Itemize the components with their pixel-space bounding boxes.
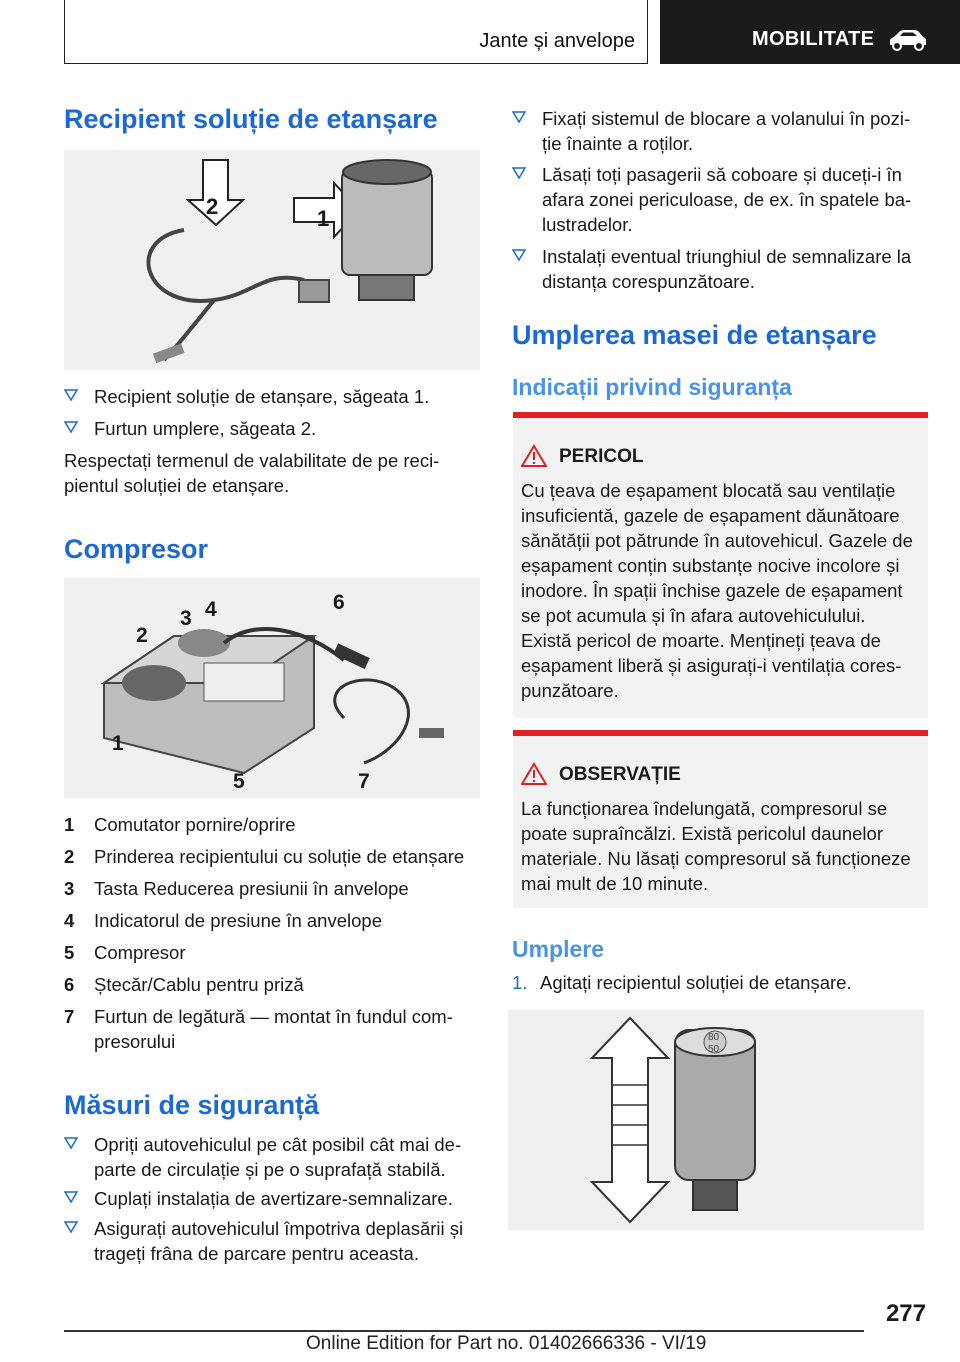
warning-title: OBSERVAȚIE: [559, 764, 681, 785]
title-filling-sealant: Umplerea masei de etanșare: [512, 320, 877, 350]
warning-body: [521, 796, 921, 896]
warning-line: inodore. În spații închise gazele de eșapament: [521, 580, 903, 601]
warning-line: se pot acumula și în afara autovehiculului.: [521, 605, 866, 626]
shake-container-illustration: [508, 1010, 924, 1230]
page-number: 277: [885, 1300, 926, 1327]
figure-sealant-container: [64, 150, 480, 370]
title-safety-notes: Indicații privind siguranța: [512, 374, 792, 400]
bullet-item: [64, 416, 484, 441]
header-section-title: Jante și anvelope: [479, 30, 635, 52]
title-safety-measures: Măsuri de siguranță: [64, 1090, 320, 1120]
step-text: Agitați recipientul soluției de etanșare.: [540, 972, 852, 993]
car-icon: [886, 28, 930, 54]
list-item-text: presorului: [94, 1031, 176, 1052]
bullet-text: Furtun umplere, săgeata 2.: [94, 418, 317, 439]
bullet-item: [64, 384, 484, 409]
fig2-label-3: 3: [180, 607, 192, 630]
fig2-label-2: 2: [136, 624, 148, 647]
bullet-text: lustradelor.: [542, 214, 633, 235]
fig1-label-1: 1: [317, 206, 330, 231]
warning-box-notice: [513, 730, 928, 908]
fig2-label-6: 6: [333, 591, 345, 614]
footer-divider: [64, 1330, 864, 1332]
bullet-item: [64, 1216, 484, 1266]
warning-triangle-icon: [521, 762, 547, 786]
list-item: [64, 972, 484, 997]
fig3-label-80: 80: [708, 1032, 720, 1043]
bullet-text: ție înainte a roților.: [542, 133, 694, 154]
title-compressor: Compresor: [64, 534, 209, 564]
title-sealant-container: Recipient soluție de etanșare: [64, 104, 438, 134]
list-item-text: Tasta Reducerea presiunii în anvelope: [94, 878, 409, 899]
bullet-triangle-icon: [64, 388, 78, 402]
warning-line: materiale. Nu lăsați compresorul să funcționeze: [521, 848, 911, 869]
figure-compressor: [64, 578, 480, 798]
bullet-triangle-icon: [512, 166, 526, 180]
bullet-text: Lăsați toți pasagerii să coboare și duceți-i în: [542, 164, 902, 185]
list-item-text: Furtun de legătură — montat în fundul com‐: [94, 1006, 453, 1027]
bullet-item: [64, 1132, 484, 1182]
warning-title: PERICOL: [559, 446, 644, 467]
warning-body: [521, 478, 921, 703]
bullet-text: Fixați sistemul de blocare a volanului în pozi‐: [542, 108, 911, 129]
step-number: 1.: [512, 972, 528, 993]
fig2-label-5: 5: [233, 770, 245, 793]
list-item-number: 6: [64, 974, 75, 995]
bullet-triangle-icon: [512, 110, 526, 124]
list-item: [64, 812, 484, 837]
warning-line: Există pericol de moarte. Mențineți țeava de: [521, 630, 881, 651]
list-item-text: Ștecăr/Cablu pentru priză: [94, 974, 304, 995]
bullet-text: parte de circulație și pe o suprafață stabilă.: [94, 1159, 446, 1180]
bullet-text: Opriți autovehiculul pe cât posibil cât mai de‐: [94, 1134, 462, 1155]
list-item: [64, 844, 484, 869]
bullet-triangle-icon: [64, 420, 78, 434]
header-tab-label: MOBILITATE: [752, 28, 875, 50]
warning-line: insuficientă, gazele de eșapament dăunătoare: [521, 505, 900, 526]
fig2-label-4: 4: [205, 598, 217, 621]
list-item-number: 2: [64, 846, 75, 867]
bullet-triangle-icon: [64, 1190, 78, 1204]
warning-line: punzătoare.: [521, 680, 619, 701]
bullet-triangle-icon: [64, 1136, 78, 1150]
paragraph-line: Respectați termenul de valabilitate de pe reci‐: [64, 450, 440, 471]
bullet-item: [64, 1186, 484, 1211]
warning-line: poate supraîncălzi. Există pericolul daunelor: [521, 823, 883, 844]
list-item: [64, 940, 484, 965]
bullet-text: Asigurați autovehiculul împotriva deplasării și: [94, 1218, 464, 1239]
figure-shake-container: [508, 1010, 924, 1230]
list-item: [64, 876, 484, 901]
bullet-item: [512, 244, 932, 294]
footer-edition: Online Edition for Part no. 01402666336 - VI/19: [306, 1333, 707, 1354]
list-item: [64, 1004, 484, 1054]
list-item-number: 3: [64, 878, 75, 899]
compressor-illustration: [64, 578, 480, 798]
fig1-label-2: 2: [206, 194, 219, 219]
warning-line: sănătății pot pătrunde în autovehicul. Gazele de: [521, 530, 913, 551]
warning-line: mai mult de 10 minute.: [521, 873, 709, 894]
header-tab: [660, 0, 960, 64]
fig2-label-7: 7: [358, 770, 370, 793]
warning-line: eșapament conțin substanțe nocive incolore și: [521, 555, 900, 576]
warning-line: eșapament liberă și asigurați-i ventilația cores‐: [521, 655, 902, 676]
bullet-text: trageți frâna de parcare pentru aceasta.: [94, 1243, 419, 1264]
bullet-text: Recipient soluție de etanșare, săgeata 1.: [94, 386, 430, 407]
list-item: [64, 908, 484, 933]
fig2-label-1: 1: [112, 732, 124, 755]
bullet-text: Cuplați instalația de avertizare-semnalizare.: [94, 1188, 453, 1209]
sealant-container-illustration: [64, 150, 480, 370]
bullet-item: [512, 106, 932, 156]
list-item-number: 1: [64, 814, 75, 835]
bullet-text: afara zonei periculoase, de ex. în spatele ba‐: [542, 189, 912, 210]
list-item-number: 5: [64, 942, 75, 963]
warning-line: La funcționarea îndelungată, compresorul se: [521, 798, 888, 819]
list-item-number: 7: [64, 1006, 75, 1027]
paragraph-line: pientul soluției de etanșare.: [64, 475, 290, 496]
list-item-text: Prinderea recipientului cu soluție de etanșare: [94, 846, 465, 867]
warning-triangle-icon: [521, 444, 547, 468]
step-item: [512, 972, 932, 997]
warning-box-danger: [513, 412, 928, 718]
list-item-text: Indicatorul de presiune în anvelope: [94, 910, 382, 931]
fig3-label-50: 50: [708, 1044, 720, 1055]
bullet-item: [512, 162, 932, 237]
list-item-number: 4: [64, 910, 75, 931]
list-item-text: Compresor: [94, 942, 186, 963]
bullet-text: distanța corespunzătoare.: [542, 271, 755, 292]
title-filling: Umplere: [512, 936, 605, 962]
warning-line: Cu țeava de eșapament blocată sau ventilație: [521, 480, 896, 501]
header-section-box: [64, 0, 648, 64]
bullet-triangle-icon: [64, 1220, 78, 1234]
list-item-text: Comutator pornire/oprire: [94, 814, 296, 835]
bullet-text: Instalați eventual triunghiul de semnalizare la: [542, 246, 912, 267]
bullet-triangle-icon: [512, 248, 526, 262]
